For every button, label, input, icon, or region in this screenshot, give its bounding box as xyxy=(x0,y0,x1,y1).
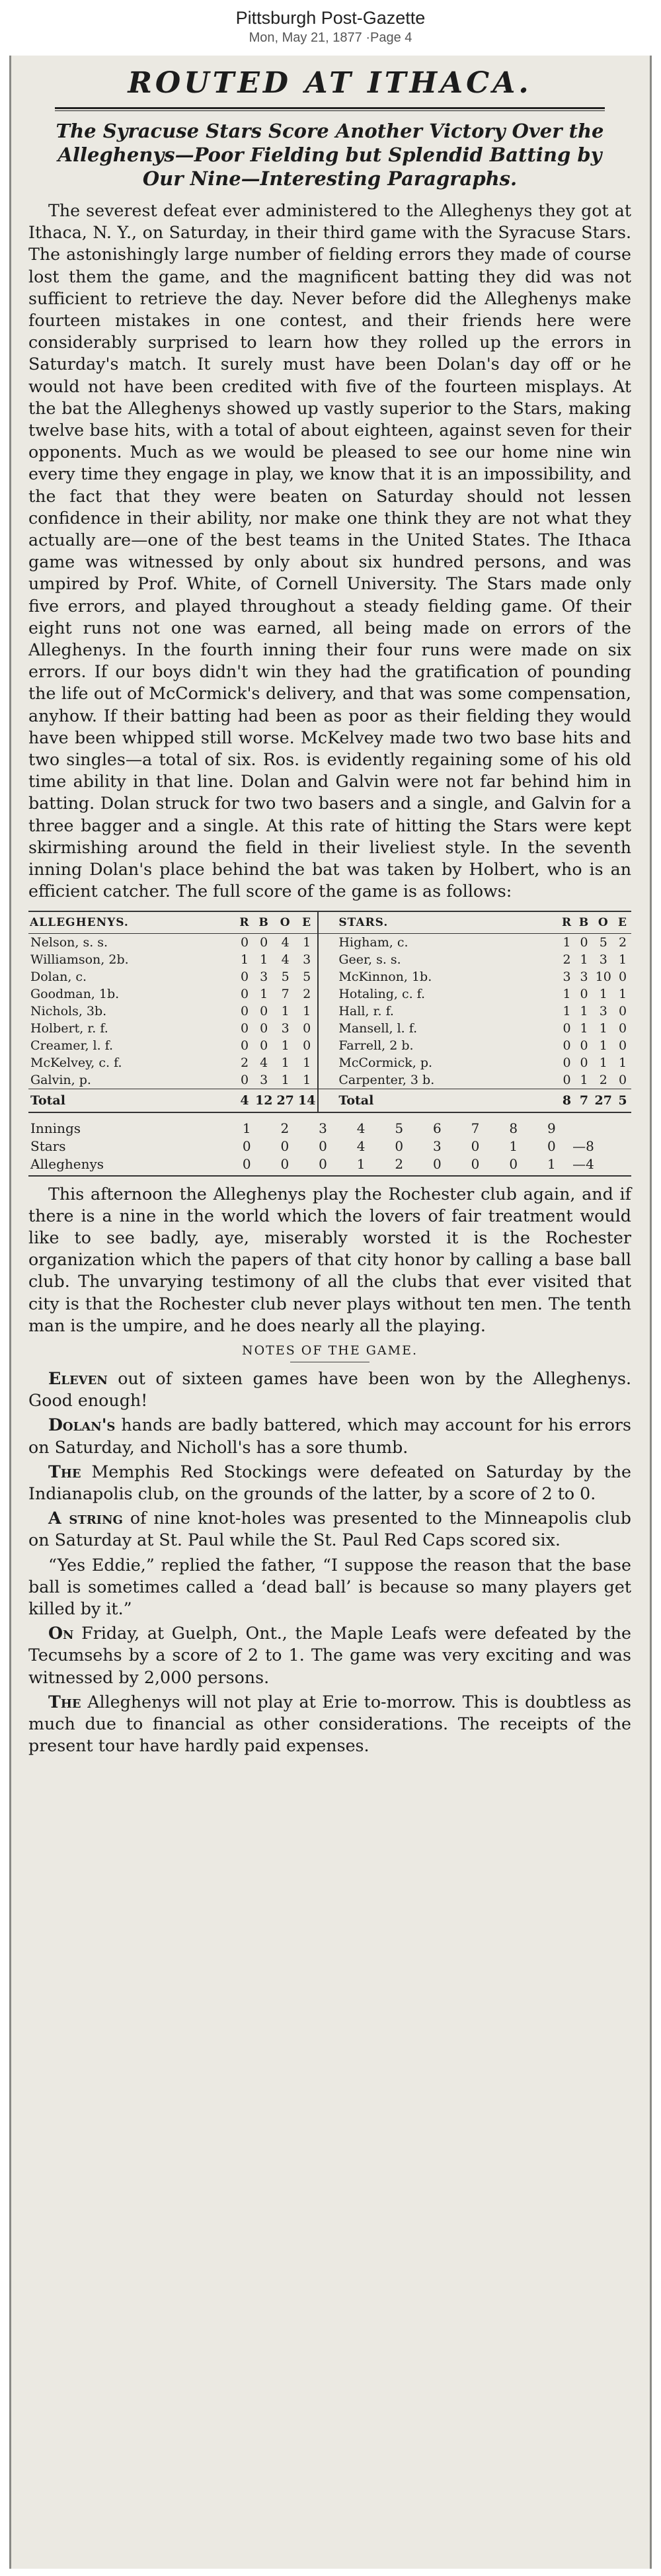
innings-cell: 0 xyxy=(494,1155,533,1176)
note-lead-word: The xyxy=(48,1691,81,1712)
away-stat-cell: 0 xyxy=(563,1072,571,1087)
home-total-cell: 4 xyxy=(236,1089,253,1112)
home-stat-cell: 0 xyxy=(240,1072,249,1087)
home-stat-cell: 4 xyxy=(281,952,290,967)
away-stat-cell: 1 xyxy=(599,1055,607,1070)
innings-cell: 0 xyxy=(319,1138,327,1154)
away-total-cell: 27 xyxy=(593,1089,614,1112)
home-stat-cell: 4 xyxy=(281,935,290,950)
table-row xyxy=(28,985,631,1003)
home-stat-cell: 3 xyxy=(260,1072,268,1087)
home-stat-cell: 7 xyxy=(281,986,290,1001)
home-stat-cell: 2 xyxy=(303,986,311,1001)
home-stat-cell: 1 xyxy=(281,1072,290,1087)
table-row xyxy=(28,1037,631,1054)
away-stat-cell: 2 xyxy=(563,952,571,967)
away-player-name: Farrell, 2 b. xyxy=(318,1037,558,1054)
stat-header: O xyxy=(593,911,614,934)
home-stat-cell: 0 xyxy=(260,1038,268,1053)
publication-date: Mon, May 21, 1877 ·Page 4 xyxy=(249,30,412,45)
innings-cell: 1 xyxy=(533,1155,571,1176)
home-stat-cell: 0 xyxy=(260,1003,268,1018)
away-stat-cell: 1 xyxy=(580,1020,588,1036)
table-row xyxy=(28,933,631,951)
away-player-name: Carpenter, 3 b. xyxy=(318,1071,558,1089)
innings-cell: 0 xyxy=(418,1155,457,1176)
stat-header: O xyxy=(274,911,295,934)
note-paragraph xyxy=(28,1461,631,1505)
innings-cell: 0 xyxy=(266,1155,304,1176)
home-stat-cell: 1 xyxy=(281,1003,290,1018)
away-team-header: STARS. xyxy=(318,911,558,934)
publication-name: Pittsburgh Post-Gazette xyxy=(235,8,426,28)
innings-cell: 1 xyxy=(242,1120,251,1136)
away-stat-cell: 0 xyxy=(618,1020,627,1036)
innings-cell: 2 xyxy=(280,1120,290,1136)
innings-cell: 0 xyxy=(280,1138,290,1154)
headline-rule xyxy=(55,107,605,111)
away-player-name: Hall, r. f. xyxy=(318,1003,558,1020)
away-stat-cell: 1 xyxy=(563,1003,571,1018)
home-team-header: ALLEGHENYS. xyxy=(28,911,236,934)
away-player-name: Hotaling, c. f. xyxy=(318,985,558,1003)
home-stat-cell: 1 xyxy=(240,952,249,967)
home-stat-cell: 3 xyxy=(281,1020,290,1036)
home-player-name: Creamer, l. f. xyxy=(30,1038,114,1053)
innings-cell: 0 xyxy=(242,1138,251,1154)
innings-label: Innings xyxy=(30,1120,81,1136)
stat-header: E xyxy=(296,911,318,934)
home-stat-cell: 0 xyxy=(240,986,249,1001)
innings-total: —4 xyxy=(570,1155,631,1176)
away-total-cell: 5 xyxy=(614,1089,631,1112)
stat-header: R xyxy=(236,911,253,934)
article-paragraph: This afternoon the Alleghenys play the Rochester club again, and if there is a nine in the world which the lovers of fair treatment would like to see badly, aye, miserably worsted it is the Rochester organization which the papers of that city honor by calling a base ball club. The unvarying testimony of all the clubs that ever visited that city is that the Rochester club never plays without ten men. The tenth man is the umpire, and he does nearly all the playing. xyxy=(28,1184,631,1335)
away-stat-cell: 5 xyxy=(599,935,607,950)
notes-list xyxy=(28,1368,631,1757)
away-stat-cell: 0 xyxy=(580,1055,588,1070)
home-stat-cell: 3 xyxy=(303,952,311,967)
table-row xyxy=(28,968,631,985)
newspaper-clipping xyxy=(9,56,652,2569)
innings-cell: 9 xyxy=(547,1120,556,1136)
home-player-name: Nelson, s. s. xyxy=(30,935,108,950)
innings-cell: 3 xyxy=(319,1120,327,1136)
article-paragraph: The severest defeat ever administered to the Alleghenys they got at Ithaca, N. Y., on Saturday, in their third game with the Syracuse Stars. The astonishingly large number of fielding errors they made of course lost them the game, and the magnificent batting they did was not sufficient to retrieve the day. Never before did the Alleghenys make fourteen mistakes in one contest, and their friends here were considerably surprised to learn how they rolled up the errors in Saturday's match. It surely must have been Dolan's day off or he would not have been credited with five of the fourteen misplays. At the bat the Alleghenys showed up vastly superior to the Stars, making twelve base hits, with a total of about eighteen, against seven for their opponents. Much as we would be pleased to see our home nine win every time they engage in play, we know that it is an impossibility, and the fact that they were beaten on Saturday should not lessen confidence in their ability, nor make one think they are not what they actually are—one of the best teams in the United States. The Ithaca game was witnessed by only about six hundred persons, and was umpired by Prof. White, of Cornell University. The Stars made only five errors, and played throughout a steady fielding game. Of their eight runs not one was earned, all being made on errors of the Alleghenys. In the fourth inning their four runs were made on six errors. If our boys didn't win they had the gratification of pounding the life out of McCormick's delivery, and that was some compensation, anyhow. If their batting had been as poor as their fielding they would have been whipped still worse. McKelvey made two two base hits and two singles—a total of six. Ros. is evidently regaining some of his old time ability in that line. Dolan and Galvin were not far behind him in batting. Dolan struck for two two basers and a single, and Galvin for a three bagger and a single. At this rate of hitting the Stars were kept skirmishing around the field in their liveliest style. In the seventh inning Dolan's place behind the bat was taken by Holbert, who is an efficient catcher. The full score of the game is as follows: xyxy=(28,201,631,901)
away-stat-cell: 1 xyxy=(618,952,627,967)
away-stat-cell: 1 xyxy=(580,1003,588,1018)
away-stat-cell: 0 xyxy=(618,1038,627,1053)
home-player-name: Holbert, r. f. xyxy=(30,1020,108,1036)
note-paragraph xyxy=(28,1691,631,1757)
home-player-name: McKelvey, c. f. xyxy=(30,1055,122,1070)
away-total-cell: 8 xyxy=(559,1089,576,1112)
home-stat-cell: 0 xyxy=(303,1038,311,1053)
away-stat-cell: 1 xyxy=(618,1055,627,1070)
note-text: “Yes Eddie,” replied the father, “I suppose the reason that the base ball is sometimes called a ‘dead ball’ is because so many players get killed by it.” xyxy=(28,1555,631,1618)
away-stat-cell: 0 xyxy=(580,986,588,1001)
away-stat-cell: 1 xyxy=(599,1020,607,1036)
innings-cell: 0 xyxy=(304,1155,342,1176)
note-paragraph xyxy=(28,1368,631,1411)
article-body-continued xyxy=(28,1183,631,1337)
home-stat-cell: 0 xyxy=(240,1003,249,1018)
away-player-name: Geer, s. s. xyxy=(318,951,558,968)
away-total-cell: 7 xyxy=(576,1089,593,1112)
box-score-rows xyxy=(28,933,631,1112)
away-stat-cell: 2 xyxy=(599,1072,607,1087)
innings-cell: 0 xyxy=(471,1138,480,1154)
innings-cell: 6 xyxy=(433,1120,442,1136)
home-stat-cell: 1 xyxy=(303,1055,311,1070)
table-row xyxy=(28,1054,631,1071)
innings-cell: 7 xyxy=(471,1120,480,1136)
note-paragraph xyxy=(28,1414,631,1458)
note-text: Friday, at Guelph, Ont., the Maple Leafs were defeated by the Tecumsehs by a score of 2 to 1. The game was very exciting and was witnessed by 2,000 persons. xyxy=(28,1624,631,1687)
home-stat-cell: 0 xyxy=(303,1020,311,1036)
innings-table xyxy=(28,1120,631,1177)
away-stat-cell: 0 xyxy=(563,1055,571,1070)
home-stat-cell: 5 xyxy=(303,969,311,984)
table-row xyxy=(28,1003,631,1020)
home-total-cell: 14 xyxy=(296,1089,318,1112)
article-deck: The Syracuse Stars Score Another Victory Over the Alleghenys—Poor Fielding but Splendid Batting by Our Nine—Interesting Paragraphs. xyxy=(56,120,604,190)
box-score-header-row xyxy=(28,911,631,934)
note-text: of nine knot-holes was presented to the Minneapolis club on Saturday at St. Paul while the St. Paul Red Caps scored six. xyxy=(28,1509,631,1550)
note-lead-word: Eleven xyxy=(48,1368,108,1388)
home-stat-cell: 1 xyxy=(260,986,268,1001)
home-player-name: Nichols, 3b. xyxy=(30,1003,107,1018)
stat-header: B xyxy=(576,911,593,934)
innings-cell: 0 xyxy=(547,1138,556,1154)
innings-cell: 1 xyxy=(342,1155,380,1176)
home-player-name: Williamson, 2b. xyxy=(30,952,129,967)
innings-label: Stars xyxy=(30,1138,66,1154)
note-lead-word: On xyxy=(48,1623,74,1643)
innings-rows xyxy=(28,1120,631,1176)
away-stat-cell: 3 xyxy=(599,952,607,967)
home-stat-cell: 0 xyxy=(240,1038,249,1053)
notes-heading: NOTES OF THE GAME. xyxy=(241,1343,418,1358)
away-stat-cell: 1 xyxy=(563,986,571,1001)
innings-cell: 1 xyxy=(509,1138,518,1154)
away-stat-cell: 1 xyxy=(599,986,607,1001)
note-lead-word: Dolan's xyxy=(48,1415,116,1435)
home-stat-cell: 1 xyxy=(260,952,268,967)
away-stat-cell: 0 xyxy=(563,1038,571,1053)
away-stat-cell: 3 xyxy=(580,969,588,984)
away-player-name: Mansell, l. f. xyxy=(318,1020,558,1037)
note-paragraph xyxy=(28,1622,631,1688)
page-header xyxy=(0,0,661,54)
away-stat-cell: 0 xyxy=(580,1038,588,1053)
away-stat-cell: 1 xyxy=(563,935,571,950)
away-player-name: McCormick, p. xyxy=(318,1054,558,1071)
home-player-name: Dolan, c. xyxy=(30,969,87,984)
home-stat-cell: 0 xyxy=(240,935,249,950)
away-player-name: Higham, c. xyxy=(318,933,558,951)
away-stat-cell: 10 xyxy=(595,969,611,984)
innings-cell: 0 xyxy=(395,1138,404,1154)
away-stat-cell: 1 xyxy=(618,986,627,1001)
home-stat-cell: 0 xyxy=(260,1020,268,1036)
innings-cell: 8 xyxy=(509,1120,518,1136)
innings-total: —8 xyxy=(572,1138,594,1154)
home-stat-cell: 0 xyxy=(240,1020,249,1036)
note-text: Alleghenys will not play at Erie to-morrow. This is doubtless as much due to financial as other considerations. The receipts of the present tour have hardly paid expenses. xyxy=(28,1692,631,1756)
article-body xyxy=(28,200,631,903)
away-player-name: McKinnon, 1b. xyxy=(318,968,558,985)
stat-header: B xyxy=(253,911,274,934)
home-stat-cell: 0 xyxy=(260,935,268,950)
away-stat-cell: 0 xyxy=(563,1020,571,1036)
note-text: hands are badly battered, which may account for his errors on Saturday, and Nicholl's has a sore thumb. xyxy=(28,1415,631,1457)
table-row xyxy=(28,1071,631,1089)
away-stat-cell: 0 xyxy=(618,969,627,984)
home-stat-cell: 2 xyxy=(240,1055,249,1070)
home-stat-cell: 1 xyxy=(303,1072,311,1087)
innings-number-row xyxy=(28,1120,631,1138)
home-player-name: Goodman, 1b. xyxy=(30,986,120,1001)
home-total-label: Total xyxy=(28,1089,236,1112)
home-total-cell: 27 xyxy=(274,1089,295,1112)
home-stat-cell: 0 xyxy=(240,969,249,984)
table-row xyxy=(28,951,631,968)
home-stat-cell: 1 xyxy=(281,1055,290,1070)
innings-label: Alleghenys xyxy=(28,1155,227,1176)
home-stat-cell: 1 xyxy=(281,1038,290,1053)
note-lead-word: The xyxy=(48,1461,81,1481)
note-text: Memphis Red Stockings were defeated on Saturday by the Indianapolis club, on the grounds of the latter, by a score of 2 to 0. xyxy=(28,1462,631,1503)
away-stat-cell: 1 xyxy=(599,1038,607,1053)
box-score-table xyxy=(28,911,631,1113)
table-row xyxy=(28,1020,631,1037)
note-paragraph xyxy=(28,1507,631,1551)
away-stat-cell: 2 xyxy=(618,935,627,950)
home-player-name: Galvin, p. xyxy=(30,1072,91,1087)
innings-cell: 4 xyxy=(356,1120,366,1136)
away-stat-cell: 3 xyxy=(599,1003,607,1018)
stat-header: E xyxy=(614,911,631,934)
note-text: out of sixteen games have been won by the Alleghenys. Good enough! xyxy=(28,1368,631,1411)
home-stat-cell: 5 xyxy=(281,969,290,984)
innings-cell: 4 xyxy=(356,1138,366,1154)
stat-header: R xyxy=(559,911,576,934)
home-stat-cell: 1 xyxy=(303,935,311,950)
innings-cell: 2 xyxy=(380,1155,418,1176)
note-paragraph xyxy=(28,1554,631,1620)
home-total-cell: 12 xyxy=(253,1089,274,1112)
innings-stars-row xyxy=(28,1138,631,1155)
note-lead-word: A string xyxy=(48,1508,123,1528)
away-stat-cell: 1 xyxy=(580,1072,588,1087)
article-headline: ROUTED AT ITHACA. xyxy=(128,66,532,100)
innings-alleghenys-row xyxy=(28,1155,631,1176)
away-stat-cell: 0 xyxy=(618,1072,627,1087)
innings-cell: 0 xyxy=(456,1155,494,1176)
totals-row xyxy=(28,1089,631,1112)
home-stat-cell: 4 xyxy=(260,1055,268,1070)
innings-total xyxy=(570,1120,631,1138)
innings-cell: 5 xyxy=(395,1120,404,1136)
innings-cell: 3 xyxy=(433,1138,442,1154)
away-stat-cell: 0 xyxy=(618,1003,627,1018)
home-stat-cell: 3 xyxy=(260,969,268,984)
innings-cell: 0 xyxy=(227,1155,266,1176)
away-total-label: Total xyxy=(318,1089,558,1112)
home-stat-cell: 1 xyxy=(303,1003,311,1018)
away-stat-cell: 1 xyxy=(580,952,588,967)
away-stat-cell: 0 xyxy=(580,935,588,950)
away-stat-cell: 3 xyxy=(563,969,571,984)
